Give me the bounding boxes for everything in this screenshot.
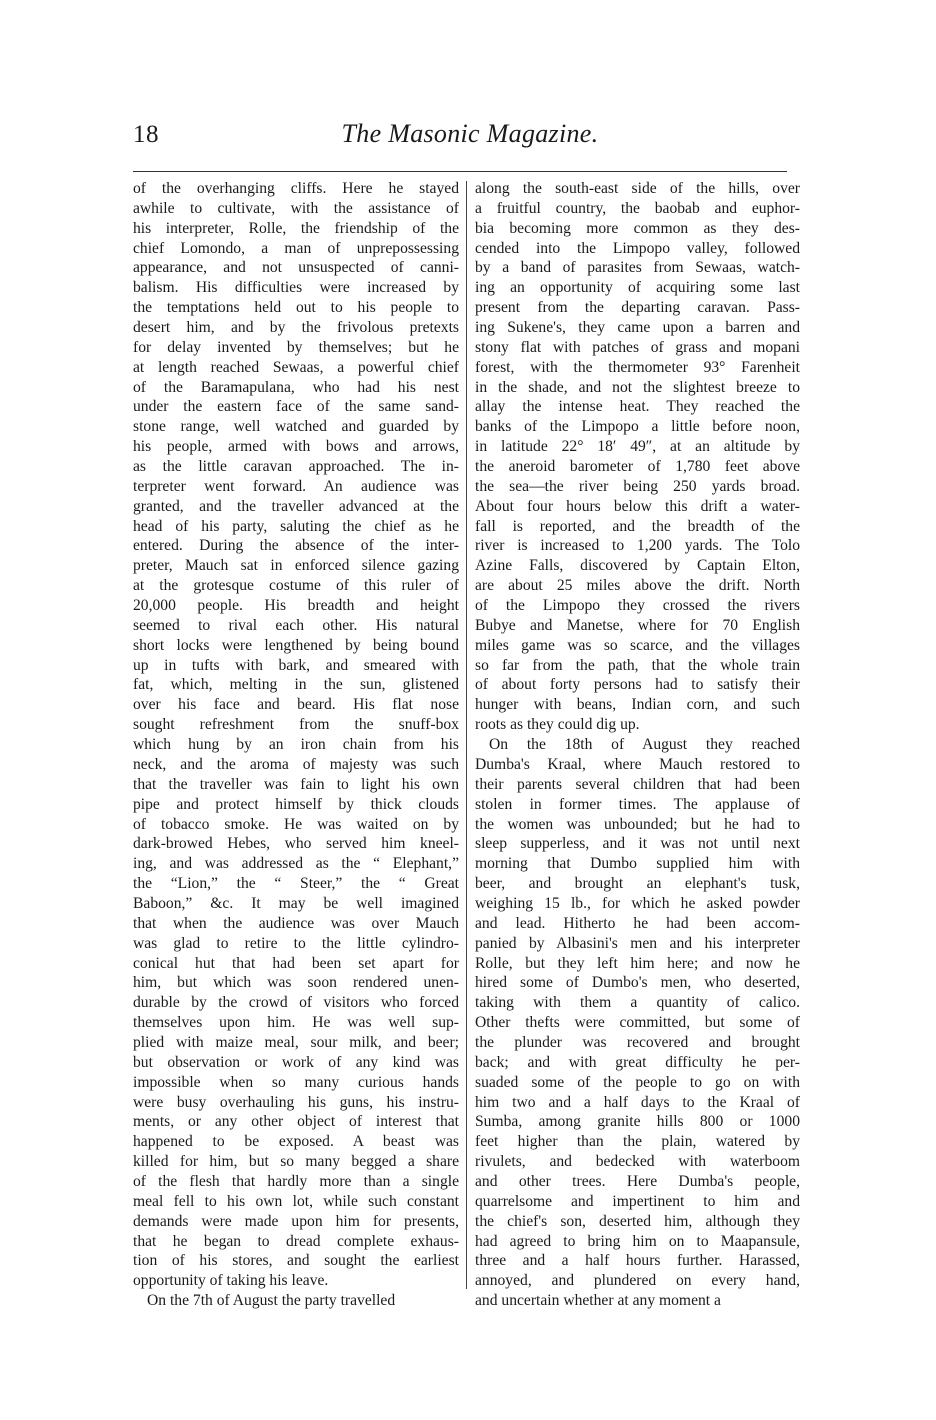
- text-line: opportunity of taking his leave.: [133, 1272, 329, 1290]
- text-line: Rolle, but they left him here; and now he: [475, 954, 800, 972]
- text-line: up in tufts with bark, and smeared with: [133, 656, 459, 674]
- text-line: roots as they could dig up.: [475, 716, 640, 734]
- text-line: sought refreshment from the snuff-box: [133, 716, 459, 734]
- text-line: that when the audience was over Mauch: [133, 914, 459, 932]
- text-line: stone range, well watched and guarded by: [133, 418, 459, 436]
- text-line: 20,000 people. His breadth and height: [133, 597, 459, 615]
- text-line: three and a half hours further. Harassed,: [475, 1252, 800, 1270]
- text-line: Dumba's Kraal, where Mauch restored to: [475, 755, 800, 773]
- text-line: forest, with the thermometer 93° Farenheit: [475, 358, 800, 376]
- text-line: ing Sukene's, they came upon a barren and: [475, 319, 800, 337]
- text-line: Sumba, among granite hills 800 or 1000: [475, 1113, 800, 1131]
- text-line: in the shade, and not the slightest breeze to: [475, 378, 800, 396]
- text-line: of the flesh that hardly more than a single: [133, 1172, 459, 1190]
- text-line: conical hut that had been set apart for: [133, 954, 459, 972]
- text-line: as the little caravan approached. The in-: [133, 458, 459, 476]
- text-line: Baboon,” &c. It may be well imagined: [133, 894, 459, 912]
- text-line: but observation or work of any kind was: [133, 1053, 459, 1071]
- text-line: happened to be exposed. A beast was: [133, 1133, 459, 1151]
- text-line: appearance, and not unsuspected of canni-: [133, 259, 459, 277]
- text-line: fat, which, melting in the sun, glistened: [133, 676, 459, 694]
- text-line: head of his party, saluting the chief as he: [133, 517, 459, 535]
- text-line: cended into the Limpopo valley, followed: [475, 239, 800, 257]
- text-line: his people, armed with bows and arrows,: [133, 438, 459, 456]
- text-line: bia becoming more common as they des-: [475, 219, 800, 237]
- text-line: suaded some of the people to go on with: [475, 1073, 800, 1091]
- text-line: impossible when so many curious hands: [133, 1073, 459, 1091]
- text-line: seemed to rival each other. His natural: [133, 616, 459, 634]
- text-line: tion of his stores, and sought the earliest: [133, 1252, 459, 1270]
- text-line: stony flat with patches of grass and mopani: [475, 338, 800, 356]
- text-line: were busy overhauling his guns, his instru-: [133, 1093, 459, 1111]
- text-line: beer, and brought an elephant's tusk,: [475, 875, 800, 893]
- text-line: that the traveller was fain to light his own: [133, 775, 459, 793]
- text-line: the sea—the river being 250 yards broad.: [475, 477, 800, 495]
- text-line: rivulets, and bedecked with waterboom: [475, 1153, 800, 1171]
- text-line: along the south-east side of the hills, over: [475, 180, 800, 197]
- text-line: short locks were lengthened by being bound: [133, 636, 459, 654]
- text-line: over his face and beard. His flat nose: [133, 696, 459, 714]
- text-line: Other thefts were committed, but some of: [475, 1014, 800, 1032]
- text-line: terpreter went forward. An audience was: [133, 477, 459, 495]
- text-line: of the overhanging cliffs. Here he stayed: [133, 180, 459, 197]
- text-line: that he began to dread complete exhaus-: [133, 1232, 459, 1250]
- text-line: meal fell to his own lot, while such constant: [133, 1192, 459, 1210]
- text-line: their parents several children that had been: [475, 775, 800, 793]
- text-line: sleep supperless, and it was not until next: [475, 835, 800, 853]
- text-line: taking with them a quantity of calico.: [475, 994, 800, 1012]
- text-line: allay the intense heat. They reached the: [475, 398, 800, 416]
- page-number: 18: [133, 121, 159, 148]
- text-line: river is increased to 1,200 yards. The Tolo: [475, 537, 800, 555]
- text-line: the women was unbounded; but he had to: [475, 815, 800, 833]
- text-line: of the Limpopo they crossed the rivers: [475, 597, 800, 615]
- text-line: chief Lomondo, a man of unprepossessing: [133, 239, 459, 257]
- text-line: On the 18th of August they reached: [489, 736, 800, 754]
- text-line: durable by the crowd of visitors who forced: [133, 994, 459, 1012]
- text-line: the chief's son, deserted him, although they: [475, 1212, 800, 1230]
- text-line: weighing 15 lb., for which he asked powder: [475, 894, 800, 912]
- text-line: of about forty persons had to satisfy their: [475, 676, 800, 694]
- text-line: a fruitful country, the baobab and euphor-: [475, 199, 800, 217]
- text-line: awhile to cultivate, with the assistance of: [133, 199, 459, 217]
- text-line: and lead. Hitherto he had been accom-: [475, 914, 800, 932]
- text-line: Azine Falls, discovered by Captain Elton,: [475, 557, 800, 575]
- text-line: dark-browed Hebes, who served him kneel-: [133, 835, 459, 853]
- running-head: The Masonic Magazine.: [341, 119, 599, 148]
- text-line: of tobacco smoke. He was waited on by: [133, 815, 459, 833]
- text-line: ing, and was addressed as the “ Elephant,”: [133, 855, 459, 873]
- text-line: so far from the path, that the whole train: [475, 656, 800, 674]
- text-line: him two and a half days to the Kraal of: [475, 1093, 800, 1111]
- text-line: quarrelsome and impertinent to him and: [475, 1192, 800, 1210]
- text-line: feet higher than the plain, watered by: [475, 1133, 800, 1151]
- text-line: was glad to retire to the little cylindro-: [133, 934, 459, 952]
- text-line: killed for him, but so many begged a share: [133, 1153, 459, 1171]
- text-line: for delay invented by themselves; but he: [133, 338, 459, 356]
- text-line: in latitude 22° 18′ 49″, at an altitude by: [475, 438, 800, 456]
- text-line: hired some of Dumbo's men, who deserted,: [475, 974, 800, 992]
- text-line: panied by Albasini's men and his interpreter: [475, 934, 800, 952]
- text-line: neck, and the aroma of majesty was such: [133, 755, 459, 773]
- text-line: desert him, and by the frivolous pretexts: [133, 319, 459, 337]
- text-line: annoyed, and plundered on every hand,: [475, 1272, 800, 1290]
- text-line: and other trees. Here Dumba's people,: [475, 1172, 800, 1190]
- text-line: fall is reported, and the breadth of the: [475, 517, 800, 535]
- text-line: the plunder was recovered and brought: [475, 1033, 800, 1051]
- text-line: Bubye and Manetse, where for 70 English: [475, 616, 800, 634]
- text-line: banks of the Limpopo a little before noon,: [475, 418, 800, 436]
- text-line: are about 25 miles above the drift. North: [475, 577, 800, 595]
- text-line: About four hours below this drift a water-: [475, 497, 800, 515]
- text-line: the “Lion,” the “ Steer,” the “ Great: [133, 875, 459, 893]
- header-rule: [133, 171, 787, 172]
- text-line: demands were made upon him for presents,: [133, 1212, 459, 1230]
- text-line: On the 7th of August the party travelled: [147, 1292, 396, 1310]
- text-line: back; and with great difficulty he per-: [475, 1053, 800, 1071]
- text-line: granted, and the traveller advanced at the: [133, 497, 459, 515]
- text-line: had agreed to bring him on to Maapansule,: [475, 1232, 800, 1250]
- text-line: at length reached Sewaas, a powerful chief: [133, 358, 459, 376]
- text-line: him, but which was soon rendered unen-: [133, 974, 459, 992]
- right-column: [475, 179, 800, 1311]
- text-line: morning that Dumbo supplied him with: [475, 855, 800, 873]
- text-line: miles game was so scarce, and the villages: [475, 636, 800, 654]
- column-divider: [466, 181, 467, 1289]
- text-line: entered. During the absence of the inter-: [133, 537, 459, 555]
- text-line: the aneroid barometer of 1,780 feet above: [475, 458, 800, 476]
- text-line: which hung by an iron chain from his: [133, 736, 459, 754]
- text-line: ments, or any other object of interest that: [133, 1113, 459, 1131]
- text-line: and uncertain whether at any moment a: [475, 1292, 721, 1310]
- text-line: his interpreter, Rolle, the friendship of the: [133, 219, 459, 237]
- text-line: balism. His difficulties were increased by: [133, 279, 459, 297]
- text-line: ing an opportunity of acquiring some last: [475, 279, 800, 297]
- text-line: plied with maize meal, sour milk, and beer;: [133, 1033, 459, 1051]
- text-line: hunger with beans, Indian corn, and such: [475, 696, 800, 714]
- text-line: by a band of parasites from Sewaas, watch-: [475, 259, 800, 277]
- text-line: present from the departing caravan. Pass-: [475, 299, 800, 317]
- text-line: pipe and protect himself by thick clouds: [133, 795, 459, 813]
- text-line: at the grotesque costume of this ruler of: [133, 577, 459, 595]
- text-line: under the eastern face of the same sand-: [133, 398, 459, 416]
- text-line: the temptations held out to his people to: [133, 299, 459, 317]
- text-line: themselves upon him. He was well sup-: [133, 1014, 459, 1032]
- left-column: [133, 179, 459, 1311]
- text-line: of the Baramapulana, who had his nest: [133, 378, 459, 396]
- text-line: preter, Mauch sat in enforced silence gazing: [133, 557, 459, 575]
- text-line: stolen in former times. The applause of: [475, 795, 800, 813]
